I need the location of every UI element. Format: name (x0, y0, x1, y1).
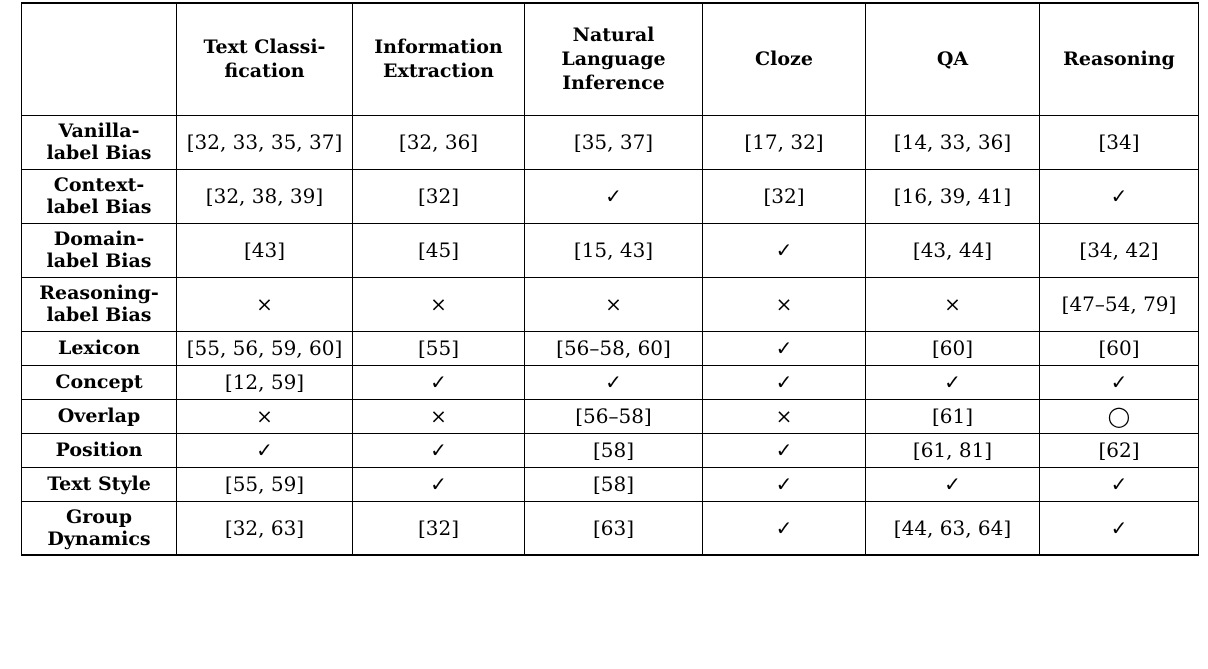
table-row (22, 223, 1199, 277)
table-row (22, 169, 1199, 223)
table-cell: × (866, 277, 1040, 331)
row-header (22, 399, 177, 433)
table-cell: [16, 39, 41] (866, 169, 1040, 223)
table-cell: × (353, 277, 525, 331)
table-cell: [60] (1040, 331, 1199, 365)
row-header (22, 169, 177, 223)
table-cell: [61] (866, 399, 1040, 433)
table-cell: [32, 38, 39] (177, 169, 353, 223)
table-cell: ✓ (866, 365, 1040, 399)
table-cell: [55, 56, 59, 60] (177, 331, 353, 365)
table-cell: ✓ (703, 223, 866, 277)
column-header-line: QA (936, 48, 969, 71)
row-header-line: Domain- (53, 228, 145, 250)
table-cell: [56–58, 60] (525, 331, 703, 365)
column-header-line: Extraction (383, 60, 494, 83)
row-header (22, 501, 177, 555)
table-cell: [43, 44] (866, 223, 1040, 277)
table-cell: [60] (866, 331, 1040, 365)
table-cell: ✓ (353, 467, 525, 501)
table-cell: ✓ (1040, 501, 1199, 555)
column-header-line: fication (224, 60, 305, 83)
column-header-line: Natural (572, 24, 655, 47)
table-cell: [32] (353, 501, 525, 555)
table-cell: ✓ (703, 467, 866, 501)
row-header (22, 277, 177, 331)
table-cell: [55, 59] (177, 467, 353, 501)
table-cell: [44, 63, 64] (866, 501, 1040, 555)
column-header (353, 3, 525, 115)
row-header-line: Text Style (47, 473, 151, 495)
table-cell: [17, 32] (703, 115, 866, 169)
column-header-line: Information (374, 36, 503, 59)
table-cell: [32] (353, 169, 525, 223)
table-cell: ✓ (703, 331, 866, 365)
table-cell: ✓ (353, 433, 525, 467)
row-header-line: label Bias (46, 196, 152, 218)
table-cell: × (703, 399, 866, 433)
table-cell: [15, 43] (525, 223, 703, 277)
column-header-line: Inference (562, 72, 665, 95)
column-header-line: Cloze (755, 48, 813, 71)
table-cell: ✓ (177, 433, 353, 467)
table-cell: [32] (703, 169, 866, 223)
table-cell: [32, 63] (177, 501, 353, 555)
row-header-line: label Bias (46, 142, 152, 164)
row-header-line: Context- (53, 174, 145, 196)
table-cell: ✓ (703, 365, 866, 399)
row-header-line: Dynamics (47, 527, 151, 550)
table-cell: × (353, 399, 525, 433)
row-header (22, 365, 177, 399)
table-cell: [62] (1040, 433, 1199, 467)
row-header-line: Concept (55, 371, 143, 393)
table-cell: [43] (177, 223, 353, 277)
table-cell: ✓ (703, 433, 866, 467)
row-header (22, 467, 177, 501)
table-cell: ✓ (1040, 169, 1199, 223)
column-header-line: Reasoning (1063, 48, 1175, 71)
table-row (22, 115, 1199, 169)
table-row (22, 467, 1199, 501)
corner-cell (22, 3, 177, 115)
table-cell: ✓ (1040, 365, 1199, 399)
table-row (22, 365, 1199, 399)
table-cell: [34, 42] (1040, 223, 1199, 277)
table-cell: [58] (525, 467, 703, 501)
table-cell: ✓ (703, 501, 866, 555)
table-cell: [55] (353, 331, 525, 365)
table-cell: × (177, 277, 353, 331)
table-row (22, 399, 1199, 433)
table-cell: ✓ (866, 467, 1040, 501)
table-header (22, 3, 1199, 115)
row-header-line: label Bias (46, 304, 152, 326)
table-row (22, 331, 1199, 365)
row-header-line: Position (55, 439, 143, 461)
row-header-line: Reasoning- (39, 282, 159, 304)
table-cell: [12, 59] (177, 365, 353, 399)
table-row (22, 501, 1199, 555)
table-row (22, 277, 1199, 331)
table-cell: [45] (353, 223, 525, 277)
row-header (22, 223, 177, 277)
table-cell: × (177, 399, 353, 433)
table-cell: ✓ (525, 169, 703, 223)
table-cell: × (703, 277, 866, 331)
table-cell: [14, 33, 36] (866, 115, 1040, 169)
row-header-line: label Bias (46, 250, 152, 272)
table-cell: [61, 81] (866, 433, 1040, 467)
column-header (525, 3, 703, 115)
table-cell: [32, 33, 35, 37] (177, 115, 353, 169)
table-cell: [35, 37] (525, 115, 703, 169)
table-cell: ✓ (353, 365, 525, 399)
row-header-line: Overlap (57, 405, 141, 427)
row-header-line: Group (65, 505, 132, 528)
column-header (703, 3, 866, 115)
row-header (22, 115, 177, 169)
table-body (22, 115, 1199, 555)
column-header (866, 3, 1040, 115)
column-header (177, 3, 353, 115)
row-header (22, 331, 177, 365)
row-header-line: Vanilla- (58, 120, 140, 142)
table-cell: ✓ (1040, 467, 1199, 501)
table-cell: × (525, 277, 703, 331)
column-header-line: Text Classi- (203, 36, 326, 59)
table-cell: [34] (1040, 115, 1199, 169)
column-header (1040, 3, 1199, 115)
table-cell: [47–54, 79] (1040, 277, 1199, 331)
row-header (22, 433, 177, 467)
table-cell: ✓ (525, 365, 703, 399)
bias-comparison-table (21, 2, 1199, 556)
table-cell: [58] (525, 433, 703, 467)
table-cell: ◯ (1040, 399, 1199, 433)
table-cell: [32, 36] (353, 115, 525, 169)
column-header-line: Language (561, 48, 666, 71)
header-row (22, 3, 1199, 115)
table-row (22, 433, 1199, 467)
table-cell: [56–58] (525, 399, 703, 433)
row-header-line: Lexicon (57, 337, 141, 359)
table-cell: [63] (525, 501, 703, 555)
